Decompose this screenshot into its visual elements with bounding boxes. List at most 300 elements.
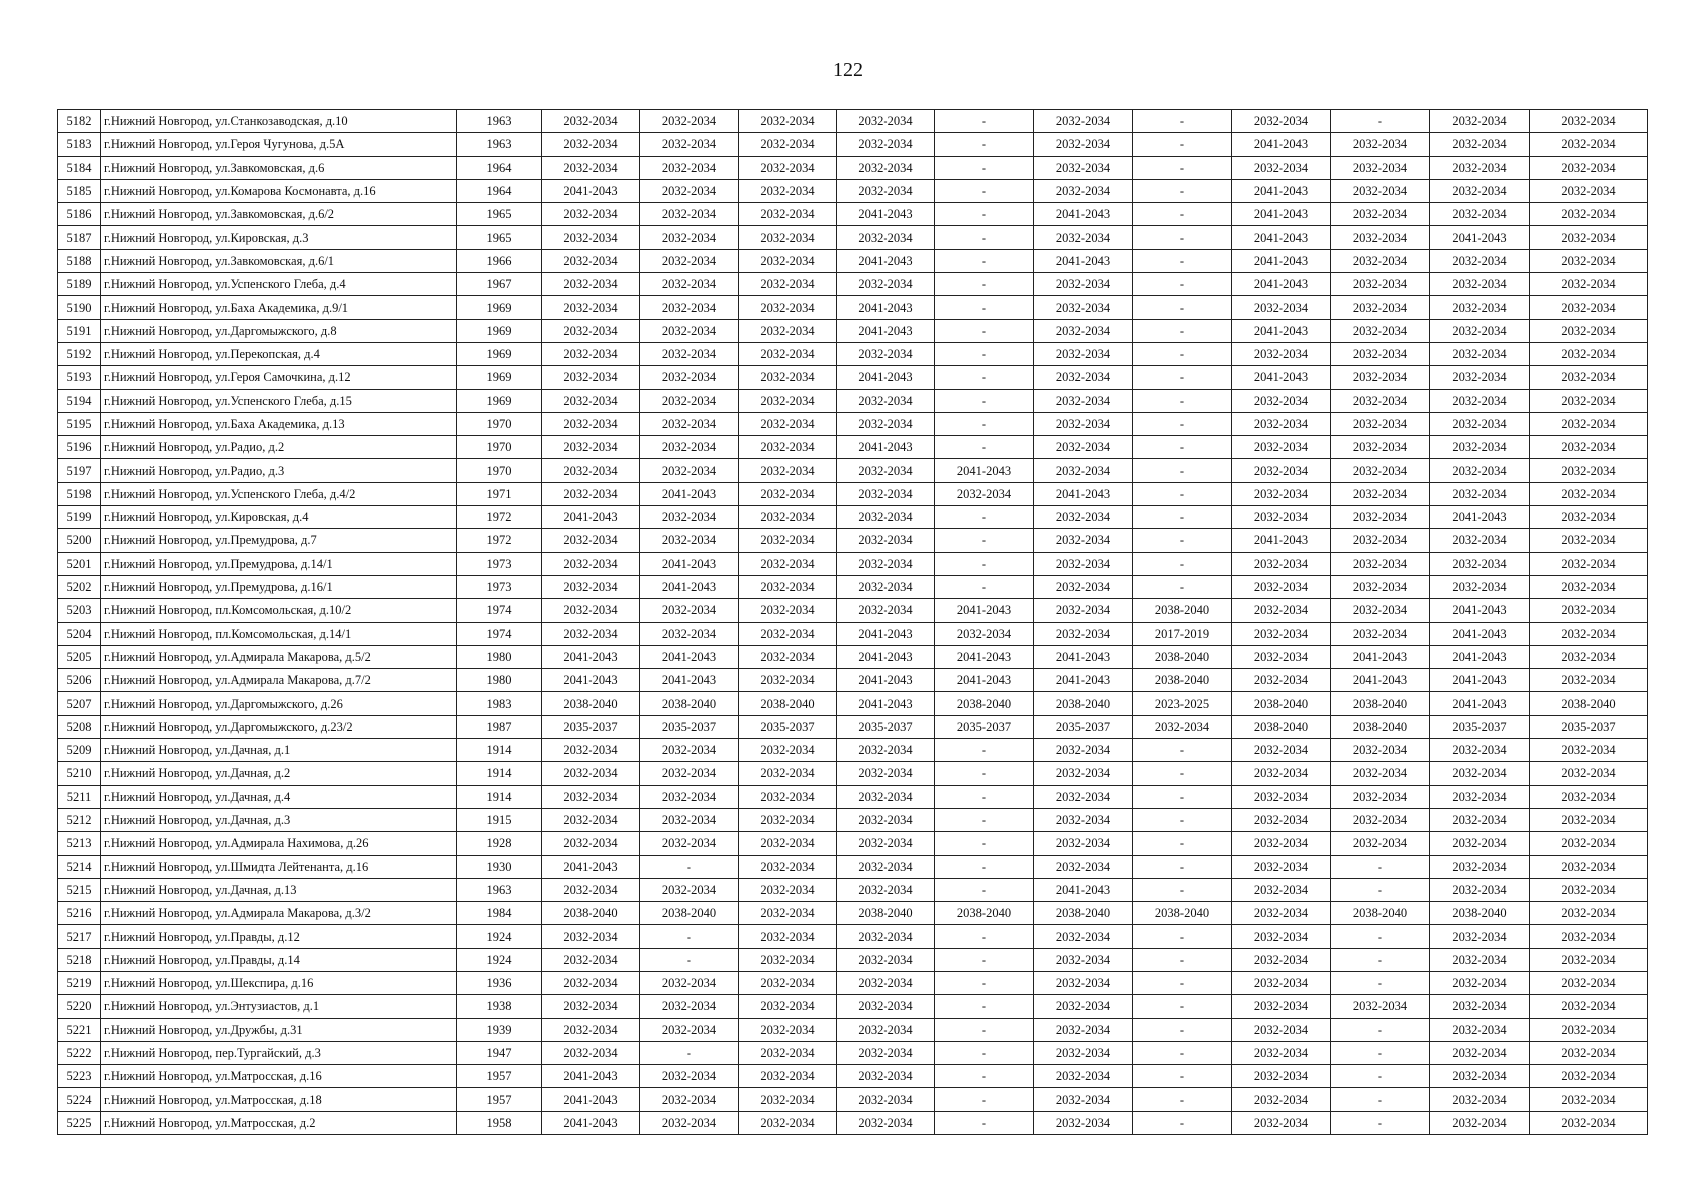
address-cell: г.Нижний Новгород, ул.Дачная, д.1 (101, 739, 457, 762)
period-1-cell: 2041-2043 (542, 669, 640, 692)
period-5-cell: - (935, 226, 1034, 249)
period-9-cell: 2032-2034 (1331, 785, 1430, 808)
period-5-cell: - (935, 110, 1034, 133)
address-cell: г.Нижний Новгород, пер.Тургайский, д.3 (101, 1041, 457, 1064)
period-4-cell: 2041-2043 (837, 296, 935, 319)
record-number-cell: 5222 (58, 1041, 101, 1064)
period-10-cell: 2032-2034 (1430, 785, 1530, 808)
period-2-cell: 2041-2043 (640, 575, 739, 598)
period-11-cell: 2032-2034 (1530, 436, 1648, 459)
construction-year-cell: 1969 (457, 342, 542, 365)
period-3-cell: 2032-2034 (739, 133, 837, 156)
period-6-cell: 2041-2043 (1034, 203, 1133, 226)
period-9-cell: 2032-2034 (1331, 529, 1430, 552)
address-cell: г.Нижний Новгород, ул.Комарова Космонавта, д.16 (101, 179, 457, 202)
record-number-cell: 5187 (58, 226, 101, 249)
period-1-cell: 2032-2034 (542, 296, 640, 319)
period-4-cell: 2032-2034 (837, 506, 935, 529)
address-cell: г.Нижний Новгород, ул.Адмирала Нахимова, д.26 (101, 832, 457, 855)
construction-year-cell: 1983 (457, 692, 542, 715)
period-1-cell: 2032-2034 (542, 971, 640, 994)
period-7-cell: 2038-2040 (1133, 645, 1232, 668)
period-3-cell: 2032-2034 (739, 1018, 837, 1041)
period-1-cell: 2032-2034 (542, 808, 640, 831)
period-11-cell: 2032-2034 (1530, 482, 1648, 505)
period-5-cell: - (935, 878, 1034, 901)
table-row (58, 436, 1648, 459)
period-7-cell: - (1133, 855, 1232, 878)
period-2-cell: 2032-2034 (640, 179, 739, 202)
period-9-cell: 2032-2034 (1331, 179, 1430, 202)
period-8-cell: 2032-2034 (1232, 669, 1331, 692)
construction-year-cell: 1970 (457, 459, 542, 482)
construction-year-cell: 1958 (457, 1111, 542, 1134)
period-6-cell: 2038-2040 (1034, 902, 1133, 925)
period-7-cell: - (1133, 436, 1232, 459)
construction-year-cell: 1969 (457, 296, 542, 319)
period-5-cell: 2041-2043 (935, 459, 1034, 482)
period-2-cell: 2032-2034 (640, 156, 739, 179)
period-1-cell: 2032-2034 (542, 575, 640, 598)
record-number-cell: 5216 (58, 902, 101, 925)
period-3-cell: 2032-2034 (739, 506, 837, 529)
table-row (58, 249, 1648, 272)
period-9-cell: - (1331, 855, 1430, 878)
period-7-cell: - (1133, 273, 1232, 296)
table-row (58, 995, 1648, 1018)
period-10-cell: 2041-2043 (1430, 645, 1530, 668)
construction-year-cell: 1987 (457, 715, 542, 738)
period-4-cell: 2032-2034 (837, 762, 935, 785)
period-1-cell: 2032-2034 (542, 249, 640, 272)
period-6-cell: 2032-2034 (1034, 389, 1133, 412)
period-5-cell: - (935, 808, 1034, 831)
table-row (58, 133, 1648, 156)
period-3-cell: 2032-2034 (739, 552, 837, 575)
period-3-cell: 2032-2034 (739, 925, 837, 948)
table-row (58, 1111, 1648, 1134)
period-8-cell: 2032-2034 (1232, 971, 1331, 994)
period-10-cell: 2032-2034 (1430, 156, 1530, 179)
period-10-cell: 2041-2043 (1430, 692, 1530, 715)
period-11-cell: 2038-2040 (1530, 692, 1648, 715)
period-5-cell: - (935, 575, 1034, 598)
table-row (58, 226, 1648, 249)
period-10-cell: 2032-2034 (1430, 273, 1530, 296)
construction-year-cell: 1969 (457, 389, 542, 412)
period-11-cell: 2032-2034 (1530, 319, 1648, 342)
construction-year-cell: 1963 (457, 133, 542, 156)
period-6-cell: 2032-2034 (1034, 925, 1133, 948)
period-3-cell: 2032-2034 (739, 1041, 837, 1064)
period-11-cell: 2032-2034 (1530, 622, 1648, 645)
address-cell: г.Нижний Новгород, ул.Станкозаводская, д.10 (101, 110, 457, 133)
period-10-cell: 2041-2043 (1430, 226, 1530, 249)
period-5-cell: - (935, 273, 1034, 296)
period-2-cell: - (640, 1041, 739, 1064)
address-cell: г.Нижний Новгород, пл.Комсомольская, д.14/1 (101, 622, 457, 645)
period-5-cell: - (935, 319, 1034, 342)
period-5-cell: - (935, 412, 1034, 435)
period-3-cell: 2032-2034 (739, 808, 837, 831)
period-6-cell: 2032-2034 (1034, 529, 1133, 552)
period-1-cell: 2032-2034 (542, 459, 640, 482)
record-number-cell: 5220 (58, 995, 101, 1018)
address-cell: г.Нижний Новгород, ул.Дачная, д.2 (101, 762, 457, 785)
construction-year-cell: 1957 (457, 1088, 542, 1111)
period-5-cell: 2035-2037 (935, 715, 1034, 738)
period-8-cell: 2032-2034 (1232, 948, 1331, 971)
period-8-cell: 2041-2043 (1232, 249, 1331, 272)
period-11-cell: 2032-2034 (1530, 179, 1648, 202)
period-9-cell: 2032-2034 (1331, 622, 1430, 645)
period-10-cell: 2032-2034 (1430, 529, 1530, 552)
period-9-cell: 2032-2034 (1331, 832, 1430, 855)
address-cell: г.Нижний Новгород, ул.Энтузиастов, д.1 (101, 995, 457, 1018)
period-5-cell: - (935, 855, 1034, 878)
record-number-cell: 5224 (58, 1088, 101, 1111)
period-7-cell: - (1133, 342, 1232, 365)
construction-year-cell: 1969 (457, 366, 542, 389)
table-row (58, 412, 1648, 435)
record-number-cell: 5182 (58, 110, 101, 133)
period-4-cell: 2041-2043 (837, 366, 935, 389)
period-6-cell: 2032-2034 (1034, 785, 1133, 808)
record-number-cell: 5183 (58, 133, 101, 156)
period-1-cell: 2041-2043 (542, 1065, 640, 1088)
period-4-cell: 2032-2034 (837, 482, 935, 505)
period-5-cell: 2032-2034 (935, 622, 1034, 645)
period-3-cell: 2032-2034 (739, 645, 837, 668)
period-5-cell: - (935, 342, 1034, 365)
period-11-cell: 2032-2034 (1530, 273, 1648, 296)
period-3-cell: 2038-2040 (739, 692, 837, 715)
period-11-cell: 2032-2034 (1530, 459, 1648, 482)
period-1-cell: 2032-2034 (542, 552, 640, 575)
address-cell: г.Нижний Новгород, ул.Завкомовская, д.6/1 (101, 249, 457, 272)
period-3-cell: 2032-2034 (739, 995, 837, 1018)
period-8-cell: 2032-2034 (1232, 878, 1331, 901)
period-11-cell: 2032-2034 (1530, 948, 1648, 971)
period-6-cell: 2032-2034 (1034, 319, 1133, 342)
period-8-cell: 2038-2040 (1232, 715, 1331, 738)
record-number-cell: 5186 (58, 203, 101, 226)
period-3-cell: 2032-2034 (739, 1065, 837, 1088)
record-number-cell: 5221 (58, 1018, 101, 1041)
period-6-cell: 2032-2034 (1034, 1018, 1133, 1041)
record-number-cell: 5213 (58, 832, 101, 855)
table-row (58, 529, 1648, 552)
table-row (58, 179, 1648, 202)
period-5-cell: 2038-2040 (935, 692, 1034, 715)
table-row (58, 669, 1648, 692)
record-number-cell: 5203 (58, 599, 101, 622)
period-2-cell: 2032-2034 (640, 785, 739, 808)
period-4-cell: 2032-2034 (837, 1088, 935, 1111)
period-9-cell: 2032-2034 (1331, 552, 1430, 575)
period-6-cell: 2032-2034 (1034, 622, 1133, 645)
period-10-cell: 2032-2034 (1430, 110, 1530, 133)
period-5-cell: - (935, 832, 1034, 855)
record-number-cell: 5199 (58, 506, 101, 529)
period-11-cell: 2032-2034 (1530, 412, 1648, 435)
record-number-cell: 5185 (58, 179, 101, 202)
period-6-cell: 2032-2034 (1034, 273, 1133, 296)
period-9-cell: 2041-2043 (1331, 669, 1430, 692)
period-10-cell: 2032-2034 (1430, 1065, 1530, 1088)
record-number-cell: 5200 (58, 529, 101, 552)
period-2-cell: 2041-2043 (640, 552, 739, 575)
period-9-cell: - (1331, 971, 1430, 994)
period-7-cell: - (1133, 739, 1232, 762)
period-10-cell: 2032-2034 (1430, 575, 1530, 598)
period-11-cell: 2032-2034 (1530, 1065, 1648, 1088)
period-8-cell: 2032-2034 (1232, 808, 1331, 831)
table-row (58, 1041, 1648, 1064)
period-1-cell: 2041-2043 (542, 1111, 640, 1134)
period-7-cell: - (1133, 156, 1232, 179)
period-10-cell: 2032-2034 (1430, 878, 1530, 901)
period-5-cell: - (935, 389, 1034, 412)
address-cell: г.Нижний Новгород, ул.Премудрова, д.14/1 (101, 552, 457, 575)
period-8-cell: 2032-2034 (1232, 412, 1331, 435)
period-2-cell: 2032-2034 (640, 995, 739, 1018)
period-3-cell: 2032-2034 (739, 855, 837, 878)
period-7-cell: - (1133, 552, 1232, 575)
period-10-cell: 2032-2034 (1430, 459, 1530, 482)
address-cell: г.Нижний Новгород, ул.Даргомыжского, д.26 (101, 692, 457, 715)
construction-year-cell: 1936 (457, 971, 542, 994)
period-6-cell: 2032-2034 (1034, 179, 1133, 202)
construction-year-cell: 1963 (457, 110, 542, 133)
period-10-cell: 2032-2034 (1430, 342, 1530, 365)
period-7-cell: - (1133, 762, 1232, 785)
period-6-cell: 2032-2034 (1034, 110, 1133, 133)
table-row (58, 389, 1648, 412)
period-4-cell: 2032-2034 (837, 948, 935, 971)
construction-year-cell: 1924 (457, 948, 542, 971)
construction-year-cell: 1938 (457, 995, 542, 1018)
period-11-cell: 2032-2034 (1530, 1018, 1648, 1041)
period-6-cell: 2032-2034 (1034, 342, 1133, 365)
construction-year-cell: 1967 (457, 273, 542, 296)
period-1-cell: 2038-2040 (542, 692, 640, 715)
table-row (58, 342, 1648, 365)
period-4-cell: 2032-2034 (837, 179, 935, 202)
table-row (58, 832, 1648, 855)
period-7-cell: - (1133, 529, 1232, 552)
address-cell: г.Нижний Новгород, ул.Правды, д.14 (101, 948, 457, 971)
period-10-cell: 2032-2034 (1430, 389, 1530, 412)
period-1-cell: 2032-2034 (542, 1018, 640, 1041)
table-row (58, 855, 1648, 878)
period-6-cell: 2032-2034 (1034, 1088, 1133, 1111)
address-cell: г.Нижний Новгород, ул.Завкомовская, д.6/2 (101, 203, 457, 226)
period-7-cell: - (1133, 1111, 1232, 1134)
period-3-cell: 2032-2034 (739, 179, 837, 202)
address-cell: г.Нижний Новгород, ул.Премудрова, д.16/1 (101, 575, 457, 598)
period-9-cell: 2032-2034 (1331, 739, 1430, 762)
period-7-cell: - (1133, 878, 1232, 901)
period-7-cell: 2038-2040 (1133, 902, 1232, 925)
period-7-cell: - (1133, 808, 1232, 831)
construction-year-cell: 1980 (457, 645, 542, 668)
period-11-cell: 2032-2034 (1530, 1041, 1648, 1064)
table-row (58, 156, 1648, 179)
period-7-cell: 2023-2025 (1133, 692, 1232, 715)
period-2-cell: 2032-2034 (640, 971, 739, 994)
period-4-cell: 2032-2034 (837, 226, 935, 249)
period-9-cell: 2032-2034 (1331, 226, 1430, 249)
construction-year-cell: 1984 (457, 902, 542, 925)
address-cell: г.Нижний Новгород, ул.Дачная, д.13 (101, 878, 457, 901)
record-number-cell: 5209 (58, 739, 101, 762)
record-number-cell: 5192 (58, 342, 101, 365)
period-9-cell: 2032-2034 (1331, 133, 1430, 156)
period-3-cell: 2032-2034 (739, 669, 837, 692)
period-10-cell: 2032-2034 (1430, 482, 1530, 505)
period-8-cell: 2032-2034 (1232, 156, 1331, 179)
period-1-cell: 2035-2037 (542, 715, 640, 738)
table-row (58, 925, 1648, 948)
period-11-cell: 2032-2034 (1530, 552, 1648, 575)
table-row (58, 506, 1648, 529)
period-5-cell: - (935, 1018, 1034, 1041)
construction-year-cell: 1980 (457, 669, 542, 692)
period-2-cell: 2032-2034 (640, 506, 739, 529)
period-6-cell: 2032-2034 (1034, 133, 1133, 156)
period-3-cell: 2032-2034 (739, 599, 837, 622)
period-2-cell: 2032-2034 (640, 389, 739, 412)
construction-year-cell: 1963 (457, 878, 542, 901)
record-number-cell: 5206 (58, 669, 101, 692)
table-row (58, 1018, 1648, 1041)
period-3-cell: 2032-2034 (739, 203, 837, 226)
period-10-cell: 2032-2034 (1430, 971, 1530, 994)
table-row (58, 622, 1648, 645)
address-cell: г.Нижний Новгород, ул.Перекопская, д.4 (101, 342, 457, 365)
period-6-cell: 2032-2034 (1034, 832, 1133, 855)
period-2-cell: 2032-2034 (640, 739, 739, 762)
record-number-cell: 5212 (58, 808, 101, 831)
record-number-cell: 5205 (58, 645, 101, 668)
period-4-cell: 2041-2043 (837, 645, 935, 668)
period-4-cell: 2041-2043 (837, 203, 935, 226)
period-10-cell: 2035-2037 (1430, 715, 1530, 738)
period-11-cell: 2032-2034 (1530, 575, 1648, 598)
period-6-cell: 2032-2034 (1034, 948, 1133, 971)
period-11-cell: 2032-2034 (1530, 645, 1648, 668)
period-1-cell: 2032-2034 (542, 342, 640, 365)
period-3-cell: 2032-2034 (739, 785, 837, 808)
period-3-cell: 2032-2034 (739, 296, 837, 319)
period-9-cell: - (1331, 1041, 1430, 1064)
address-cell: г.Нижний Новгород, ул.Успенского Глеба, д.15 (101, 389, 457, 412)
period-2-cell: 2032-2034 (640, 1111, 739, 1134)
period-3-cell: 2032-2034 (739, 273, 837, 296)
period-11-cell: 2032-2034 (1530, 785, 1648, 808)
period-6-cell: 2032-2034 (1034, 995, 1133, 1018)
period-5-cell: - (935, 925, 1034, 948)
period-7-cell: - (1133, 179, 1232, 202)
period-4-cell: 2032-2034 (837, 575, 935, 598)
record-number-cell: 5219 (58, 971, 101, 994)
period-1-cell: 2041-2043 (542, 1088, 640, 1111)
period-3-cell: 2032-2034 (739, 366, 837, 389)
address-cell: г.Нижний Новгород, ул.Премудрова, д.7 (101, 529, 457, 552)
address-cell: г.Нижний Новгород, ул.Завкомовская, д.6 (101, 156, 457, 179)
period-3-cell: 2032-2034 (739, 832, 837, 855)
period-4-cell: 2032-2034 (837, 808, 935, 831)
period-2-cell: 2032-2034 (640, 1065, 739, 1088)
record-number-cell: 5201 (58, 552, 101, 575)
period-11-cell: 2032-2034 (1530, 1111, 1648, 1134)
period-7-cell: - (1133, 1065, 1232, 1088)
period-11-cell: 2032-2034 (1530, 902, 1648, 925)
period-3-cell: 2032-2034 (739, 948, 837, 971)
construction-year-cell: 1969 (457, 319, 542, 342)
construction-year-cell: 1965 (457, 203, 542, 226)
period-5-cell: 2041-2043 (935, 669, 1034, 692)
period-4-cell: 2032-2034 (837, 855, 935, 878)
period-1-cell: 2041-2043 (542, 855, 640, 878)
period-2-cell: 2041-2043 (640, 645, 739, 668)
period-5-cell: - (935, 133, 1034, 156)
period-7-cell: - (1133, 995, 1232, 1018)
period-5-cell: 2041-2043 (935, 645, 1034, 668)
period-2-cell: 2032-2034 (640, 1088, 739, 1111)
period-10-cell: 2032-2034 (1430, 366, 1530, 389)
construction-year-cell: 1914 (457, 785, 542, 808)
period-5-cell: - (935, 1065, 1034, 1088)
period-2-cell: 2032-2034 (640, 203, 739, 226)
period-6-cell: 2032-2034 (1034, 156, 1133, 179)
period-10-cell: 2032-2034 (1430, 412, 1530, 435)
period-1-cell: 2032-2034 (542, 273, 640, 296)
period-6-cell: 2032-2034 (1034, 366, 1133, 389)
table-row (58, 1065, 1648, 1088)
period-7-cell: - (1133, 575, 1232, 598)
period-10-cell: 2032-2034 (1430, 319, 1530, 342)
construction-year-cell: 1970 (457, 436, 542, 459)
period-9-cell: - (1331, 925, 1430, 948)
period-7-cell: - (1133, 1041, 1232, 1064)
construction-year-cell: 1915 (457, 808, 542, 831)
period-2-cell: 2032-2034 (640, 412, 739, 435)
period-6-cell: 2032-2034 (1034, 412, 1133, 435)
address-cell: г.Нижний Новгород, ул.Матросская, д.16 (101, 1065, 457, 1088)
period-1-cell: 2032-2034 (542, 948, 640, 971)
period-6-cell: 2032-2034 (1034, 599, 1133, 622)
period-2-cell: 2032-2034 (640, 529, 739, 552)
period-7-cell: - (1133, 925, 1232, 948)
period-5-cell: - (935, 948, 1034, 971)
period-8-cell: 2032-2034 (1232, 1041, 1331, 1064)
construction-year-cell: 1965 (457, 226, 542, 249)
period-4-cell: 2032-2034 (837, 412, 935, 435)
address-cell: г.Нижний Новгород, ул.Матросская, д.2 (101, 1111, 457, 1134)
period-3-cell: 2032-2034 (739, 110, 837, 133)
period-2-cell: 2032-2034 (640, 832, 739, 855)
period-10-cell: 2032-2034 (1430, 1088, 1530, 1111)
period-1-cell: 2032-2034 (542, 319, 640, 342)
period-2-cell: 2041-2043 (640, 669, 739, 692)
period-7-cell: - (1133, 785, 1232, 808)
period-6-cell: 2041-2043 (1034, 669, 1133, 692)
period-10-cell: 2032-2034 (1430, 808, 1530, 831)
period-11-cell: 2032-2034 (1530, 342, 1648, 365)
period-9-cell: 2032-2034 (1331, 203, 1430, 226)
